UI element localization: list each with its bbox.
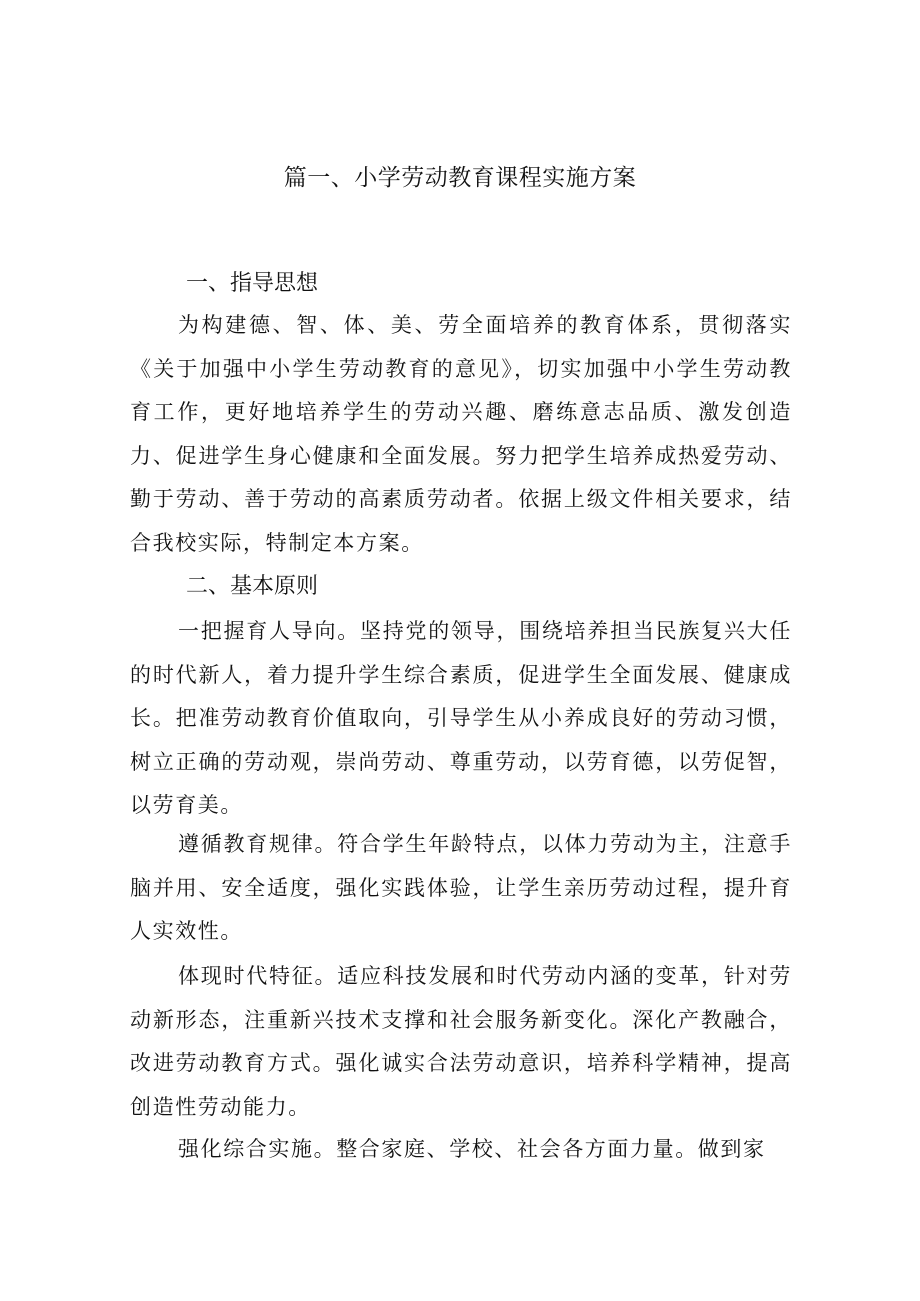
section-heading-guiding-ideology: 一、指导思想 <box>186 271 319 296</box>
section-heading-basic-principles: 二、基本原则 <box>186 574 319 599</box>
document-title: 篇一、小学劳动教育课程实施方案 <box>283 165 637 191</box>
paragraph-education-rules: 遵循教育规律。符合学生年龄特点，以体力劳动为主，注意手脑并用、安全适度，强化实践体验，让学生亲历劳动过程，提升育人实效性。 <box>130 832 792 944</box>
paragraph-comprehensive-implementation: 强化综合实施。整合家庭、学校、社会各方面力量。做到家 <box>178 1137 766 1161</box>
paragraph-guiding-ideology: 为构建德、智、体、美、劳全面培养的教育体系，贯彻落实《关于加强中小学生劳动教育的意见》，切实加强中小学生劳动教育工作，更好地培养学生的劳动兴趣、磨练意志品质、激发创造力、促进学生身心健康和全面发展。努力把学生培养成热爱劳动、勤于劳动、善于劳动的高素质劳动者。依据上级文件相关要求，结合我校实际，特制定本方案。 <box>130 313 792 555</box>
paragraph-era-features: 体现时代特征。适应科技发展和时代劳动内涵的变革，针对劳动新形态，注重新兴技术支撑和社会服务新变化。深化产教融合，改进劳动教育方式。强化诚实合法劳动意识，培养科学精神，提高创造性劳动能力。 <box>130 964 792 1119</box>
paragraph-education-orientation: 一把握育人导向。坚持党的领导，围绕培养担当民族复兴大任的时代新人，着力提升学生综合素质，促进学生全面发展、健康成长。把准劳动教育价值取向，引导学生从小养成良好的劳动习惯，树立正确的劳动观，崇尚劳动、尊重劳动，以劳育德，以劳促智，以劳育美。 <box>130 619 792 818</box>
